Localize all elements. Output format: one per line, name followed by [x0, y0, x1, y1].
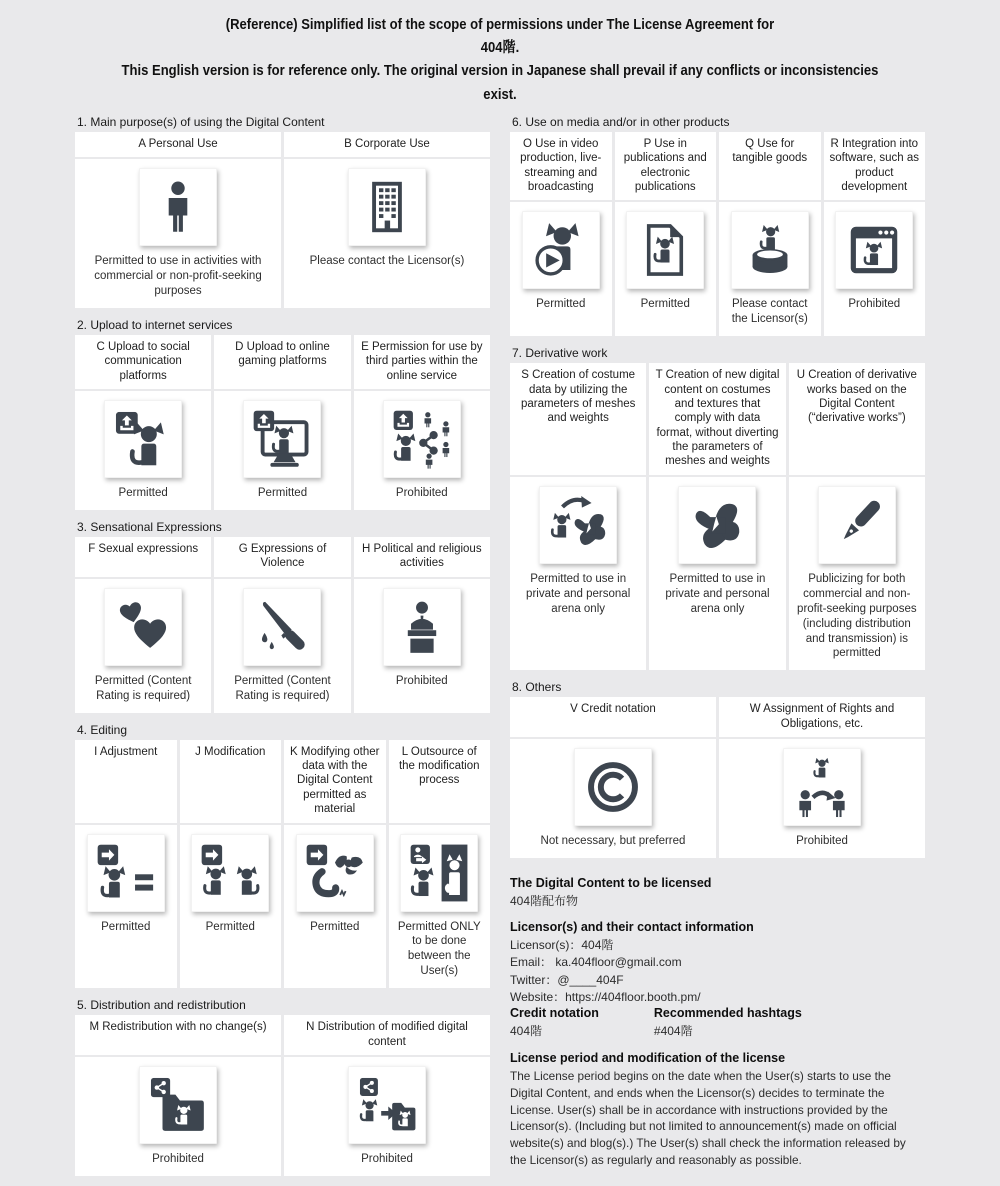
section-1-cards: [75, 132, 490, 308]
card-body-U: [789, 477, 925, 671]
card-status-P: Permitted: [640, 298, 690, 311]
card-body-C: [75, 391, 211, 510]
card-body-Q: [719, 202, 821, 336]
licensor-contact-line-4: Website：https://404floor.booth.pm/: [510, 989, 701, 1004]
card-title-E: E Permission for use by third parties within the online service: [354, 335, 490, 389]
card-title-U: U Creation of derivative works based on the Digital Content (“derivative works”): [789, 363, 925, 475]
license-period-text: The License period begins on the date when the User(s) starts to use the Digital Content, and ends when the Licensor(s) decides to terminate the License. User(s) shall be in accordance with instructions provided by the Licensor(s). (Including but not limited to announcement(s) made on official website(s) and blog(s).) The User(s) shall check the information released by the Licensor(s) as regularly and reasonably as possible.: [510, 1069, 906, 1167]
share-folder-cat-icon: [139, 1066, 217, 1144]
section-7-cards: [510, 363, 925, 670]
hashtags-value: #404階: [653, 1024, 693, 1038]
card-status-O: Permitted: [536, 298, 586, 311]
section-2-cards: [75, 335, 490, 510]
left-sections: [75, 115, 490, 1186]
card-title-G: G Expressions of Violence: [214, 537, 350, 577]
section-4-cards: [75, 740, 490, 989]
card-status-R: Prohibited: [848, 298, 901, 311]
page-title: [104, 0, 896, 107]
card-body-O: [510, 202, 612, 336]
section-5-label: 5. Distribution and redistribution: [77, 998, 246, 1013]
card-body-G: [214, 579, 350, 713]
arrow-two-cats-icon: [191, 834, 269, 912]
card-title-V: V Credit notation: [510, 697, 716, 737]
card-status-V: Not necessary, but preferred: [540, 835, 686, 848]
card-title-J: J Modification: [180, 740, 282, 823]
card-status-C: Permitted: [118, 487, 168, 500]
section-5: [75, 998, 490, 1176]
section-8-label: 8. Others: [512, 680, 562, 695]
podium-speaker-icon: [383, 588, 461, 666]
card-body-W: [719, 739, 925, 858]
card-status-F: Permitted (Content Rating is required): [94, 674, 192, 702]
copyright-icon: [574, 748, 652, 826]
card-title-P: P Use in publications and electronic publications: [615, 132, 717, 201]
left-column: [75, 115, 490, 1186]
section-4: [75, 723, 490, 989]
card-status-L: Permitted ONLY to be done between the User(s): [397, 920, 481, 978]
knife-blood-icon: [243, 588, 321, 666]
card-status-G: Permitted (Content Rating is required): [234, 674, 331, 702]
card-body-P: [615, 202, 717, 336]
right-column: [510, 115, 925, 1169]
section-7: [510, 346, 925, 670]
card-title-L: L Outsource of the modification process: [389, 740, 491, 823]
costume-icon: [678, 486, 756, 564]
licensor-contact-line-1: Licensor(s)：404階: [510, 938, 614, 953]
section-4-label: 4. Editing: [77, 722, 128, 737]
license-period-heading: License period and modification of the license: [510, 1051, 786, 1066]
credit-notation-value: 404階: [510, 1024, 543, 1038]
card-title-F: F Sexual expressions: [75, 537, 211, 577]
section-6-label: 6. Use on media and/or in other products: [512, 114, 730, 129]
credit-notation-block: [510, 1006, 599, 1040]
card-title-B: B Corporate Use: [284, 132, 490, 157]
digital-content-value: 404階配布物: [510, 894, 579, 909]
card-body-V: [510, 739, 716, 858]
licensor-contact-line-3: Twitter：@____404F: [510, 972, 624, 987]
card-status-U: Publicizing for both commercial and non-profit-seeking purposes (including distribution and transmission) is permitted: [797, 572, 917, 660]
right-sections: [510, 115, 925, 868]
card-body-F: [75, 579, 211, 713]
card-title-H: H Political and religious activities: [354, 537, 490, 577]
fountain-pen-icon: [818, 486, 896, 564]
card-status-T: Permitted to use in private and personal arena only: [665, 572, 770, 615]
document-cat-icon: [626, 211, 704, 289]
arrow-bow-tail-icon: [296, 834, 374, 912]
credit-notation-heading: Credit notation: [510, 1006, 599, 1020]
cat-play-button-icon: [522, 211, 600, 289]
card-title-D: D Upload to online gaming platforms: [214, 335, 350, 389]
hashtags-heading: Recommended hashtags: [653, 1006, 802, 1020]
section-3-cards: [75, 537, 490, 713]
card-title-S: S Creation of costume data by utilizing the parameters of meshes and weights: [510, 363, 646, 475]
card-status-M: Prohibited: [152, 1153, 204, 1165]
card-title-I: I Adjustment: [75, 740, 177, 823]
card-status-A: Permitted to use in activities with commercial or non-profit-seeking purposes: [94, 255, 262, 297]
building-icon: [348, 168, 426, 246]
card-status-Q: Please contact the Licensor(s): [731, 298, 808, 326]
content-columns: [0, 107, 1000, 1186]
card-title-R: R Integration into software, such as product development: [824, 132, 926, 201]
card-status-N: Prohibited: [361, 1153, 413, 1165]
licensor-heading: Licensor(s) and their contact information: [510, 920, 754, 935]
card-body-R: [824, 202, 926, 336]
card-status-K: Permitted: [310, 920, 360, 933]
arrow-cat-equals-icon: [87, 834, 165, 912]
card-status-I: Permitted: [101, 920, 151, 933]
card-body-M: [75, 1057, 281, 1176]
card-body-L: [389, 825, 491, 989]
card-body-S: [510, 477, 646, 671]
upload-monitor-cat-icon: [243, 400, 321, 478]
card-title-K: K Modifying other data with the Digital Content permitted as material: [284, 740, 386, 823]
card-title-N: N Distribution of modified digital content: [284, 1015, 490, 1055]
card-body-E: [354, 391, 490, 510]
card-title-Q: Q Use for tangible goods: [719, 132, 821, 201]
section-1-label: 1. Main purpose(s) of using the Digital Content: [77, 114, 325, 129]
section-6: [510, 115, 925, 336]
licensor-contact-lines: [510, 937, 925, 1005]
section-8: [510, 680, 925, 858]
licensor-contact-line-2: Email： ka.404floor@gmail.com: [510, 955, 682, 970]
cat-people-swap-icon: [783, 748, 861, 826]
cat-figurine-icon: [731, 211, 809, 289]
card-body-T: [649, 477, 785, 671]
license-info: [510, 876, 925, 1169]
card-body-K: [284, 825, 386, 989]
section-6-cards: [510, 132, 925, 336]
section-8-cards: [510, 697, 925, 858]
upload-share-network-icon: [383, 400, 461, 478]
card-status-W: Prohibited: [796, 835, 848, 848]
title-line-2: 404階.: [480, 40, 520, 57]
section-7-label: 7. Derivative work: [512, 346, 608, 361]
card-status-D: Permitted: [257, 487, 308, 500]
card-status-E: Prohibited: [395, 487, 448, 500]
title-line-3: This English version is for reference only. The original version in Japanese shall prevail if any conflicts or inconsistencies exist.: [121, 63, 879, 103]
card-body-I: [75, 825, 177, 989]
upload-cat-icon: [104, 400, 182, 478]
card-status-B: Please contact the Licensor(s): [309, 255, 465, 268]
section-3: [75, 520, 490, 713]
card-body-B: [284, 159, 490, 308]
card-body-D: [214, 391, 350, 510]
digital-content-heading: The Digital Content to be licensed: [510, 876, 712, 891]
hearts-icon: [104, 588, 182, 666]
section-2: [75, 318, 490, 510]
section-3-label: 3. Sensational Expressions: [77, 520, 222, 534]
hashtags-block: [654, 1006, 802, 1040]
card-title-W: W Assignment of Rights and Obligations, etc.: [719, 697, 925, 737]
cat-to-costume-icon: [539, 486, 617, 564]
section-1: [75, 115, 490, 308]
card-body-N: [284, 1057, 490, 1176]
software-window-cat-icon: [835, 211, 913, 289]
card-body-J: [180, 825, 282, 989]
card-status-J: Permitted: [205, 920, 255, 933]
share-cat-folder-icon: [348, 1066, 426, 1144]
card-status-H: Prohibited: [395, 674, 448, 687]
card-title-M: M Redistribution with no change(s): [75, 1015, 281, 1055]
card-body-H: [354, 579, 490, 713]
card-body-A: [75, 159, 281, 308]
outsource-users-icon: [400, 834, 478, 912]
card-title-A: A Personal Use: [75, 132, 281, 157]
person-icon: [139, 168, 217, 246]
credit-hashtag-row: [510, 1006, 925, 1040]
section-2-label: 2. Upload to internet services: [77, 317, 233, 332]
card-status-S: Permitted to use in private and personal arena only: [526, 572, 631, 615]
card-title-O: O Use in video production, live-streaming and broadcasting: [510, 132, 612, 201]
card-title-T: T Creation of new digital content on costumes and textures that comply with data format, without diverting the parameters of meshes and weights: [649, 363, 785, 475]
section-5-cards: [75, 1015, 490, 1176]
title-line-1: (Reference) Simplified list of the scope of permissions under The License Agreement for: [225, 17, 775, 33]
card-title-C: C Upload to social communication platforms: [75, 335, 211, 389]
